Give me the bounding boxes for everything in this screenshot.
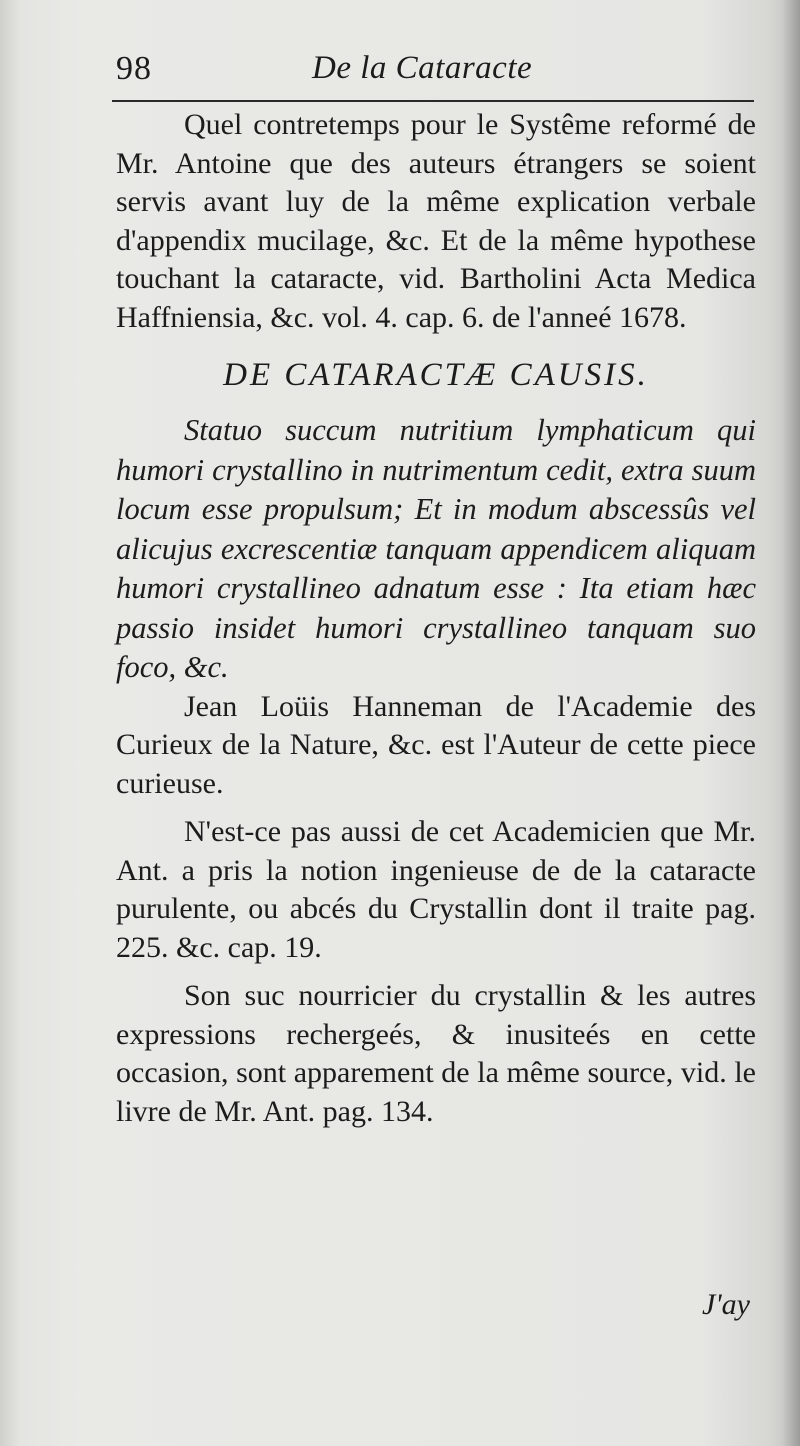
paragraph-academicien: N'est-ce pas aussi de cet Academicien que Mr. Ant. a pris la notion ingenieuse de de la cataracte purulente, ou abcés du Crystallin dont il traite pag. 225. &c. cap. 19. [116, 815, 756, 964]
page-header [112, 48, 754, 102]
paragraph-contretemps: Quel contretemps pour le Systême reformé de Mr. Antoine que des auteurs étrangers se soient servis avant luy de la même explication verbale d'appendix mucilage, &c. Et de la même hypothese touchant la cataracte, vid. Bartholini Acta Medica Haffniensia, &c. vol. 4. cap. 6. de l'anneé 1678. [116, 108, 756, 334]
page-edge-shadow [782, 0, 800, 1446]
page-number: 98 [116, 50, 152, 87]
section-heading: DE CATARACTÆ CAUSIS. [223, 357, 649, 393]
paragraph-hanneman: Jean Loüis Hanneman de l'Academie des Curieux de la Nature, &c. est l'Auteur de cette piece curieuse. [116, 689, 756, 800]
body-text [116, 106, 756, 1131]
paragraph-suc-nourricier: Son suc nourricier du crystallin & les autres expressions rechergeés, & inusiteés en cette occasion, sont apparement de la même source, vid. le livre de Mr. Ant. pag. 134. [116, 979, 756, 1128]
running-title: De la Cataracte [312, 50, 533, 86]
catchword: J'ay [701, 1288, 750, 1321]
latin-quotation: Statuo succum nutritium lymphaticum qui humori crystallino in nutrimentum cedit, extra suum locum esse propulsum; Et in modum abscessûs vel alicujus excrescentiæ tanquam appendicem aliquam humori crystallineo adnatum esse : Ita etiam hæc passio insidet humori crystallineo tanquam suo foco, &c. [116, 413, 756, 684]
